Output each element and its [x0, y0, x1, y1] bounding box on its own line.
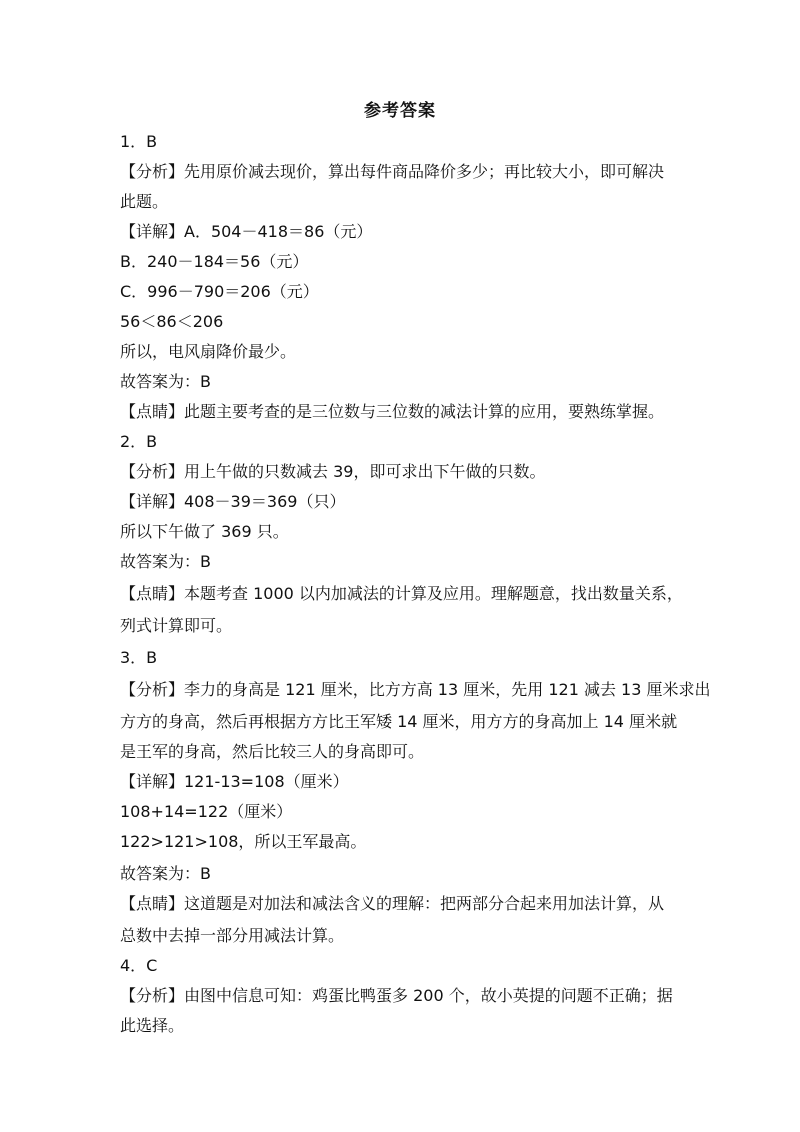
answer-line: 【分析】由图中信息可知：鸡蛋比鸭蛋多 200 个，故小英提的问题不正确；据: [120, 986, 673, 1005]
answer-line: 56＜86＜206: [120, 312, 224, 331]
answer-line: 2．B: [120, 432, 158, 451]
answer-line: 1．B: [120, 132, 158, 151]
answer-line: 所以下午做了 369 只。: [120, 522, 289, 541]
answer-line: 【点睛】本题考查 1000 以内加减法的计算及应用。理解题意，找出数量关系，: [120, 584, 683, 603]
answer-line: 【分析】李力的身高是 121 厘米，比方方高 13 厘米，先用 121 减去 13 厘米求出: [120, 680, 711, 699]
answer-line: 【详解】A．504－418＝86（元）: [120, 222, 373, 241]
answer-line: 【详解】408－39＝369（只）: [120, 492, 346, 511]
answer-line: 故答案为：B: [120, 552, 211, 571]
answer-line: 所以，电风扇降价最少。: [120, 342, 297, 361]
answer-line: 【分析】用上午做的只数减去 39，即可求出下午做的只数。: [120, 462, 546, 481]
answer-line: 122>121>108，所以王军最高。: [120, 832, 367, 851]
answer-line: 4．C: [120, 956, 158, 975]
answer-line: 3．B: [120, 648, 158, 667]
answer-line: 【分析】先用原价减去现价，算出每件商品降价多少；再比较大小，即可解决: [120, 162, 665, 181]
answer-line: 故答案为：B: [120, 372, 211, 391]
answer-line: 此选择。: [120, 1016, 185, 1035]
answer-line: 方方的身高，然后再根据方方比王军矮 14 厘米，用方方的身高加上 14 厘米就: [120, 712, 678, 731]
page-title: 参考答案: [364, 101, 436, 121]
answer-line: 总数中去掉一部分用减法计算。: [120, 926, 345, 945]
answer-line: 列式计算即可。: [120, 616, 233, 635]
answer-line: 【详解】121-13=108（厘米）: [120, 772, 349, 791]
answer-line: B．240－184＝56（元）: [120, 252, 309, 271]
answer-line: 是王军的身高，然后比较三人的身高即可。: [120, 742, 425, 761]
answer-line: 【点睛】此题主要考查的是三位数与三位数的减法计算的应用，要熟练掌握。: [120, 402, 665, 421]
answer-line: 此题。: [120, 192, 169, 211]
answer-line: 108+14=122（厘米）: [120, 802, 293, 821]
answer-line: 故答案为：B: [120, 864, 211, 883]
answer-line: C．996－790＝206（元）: [120, 282, 319, 301]
answer-line: 【点睛】这道题是对加法和减法含义的理解：把两部分合起来用加法计算，从: [120, 894, 665, 913]
